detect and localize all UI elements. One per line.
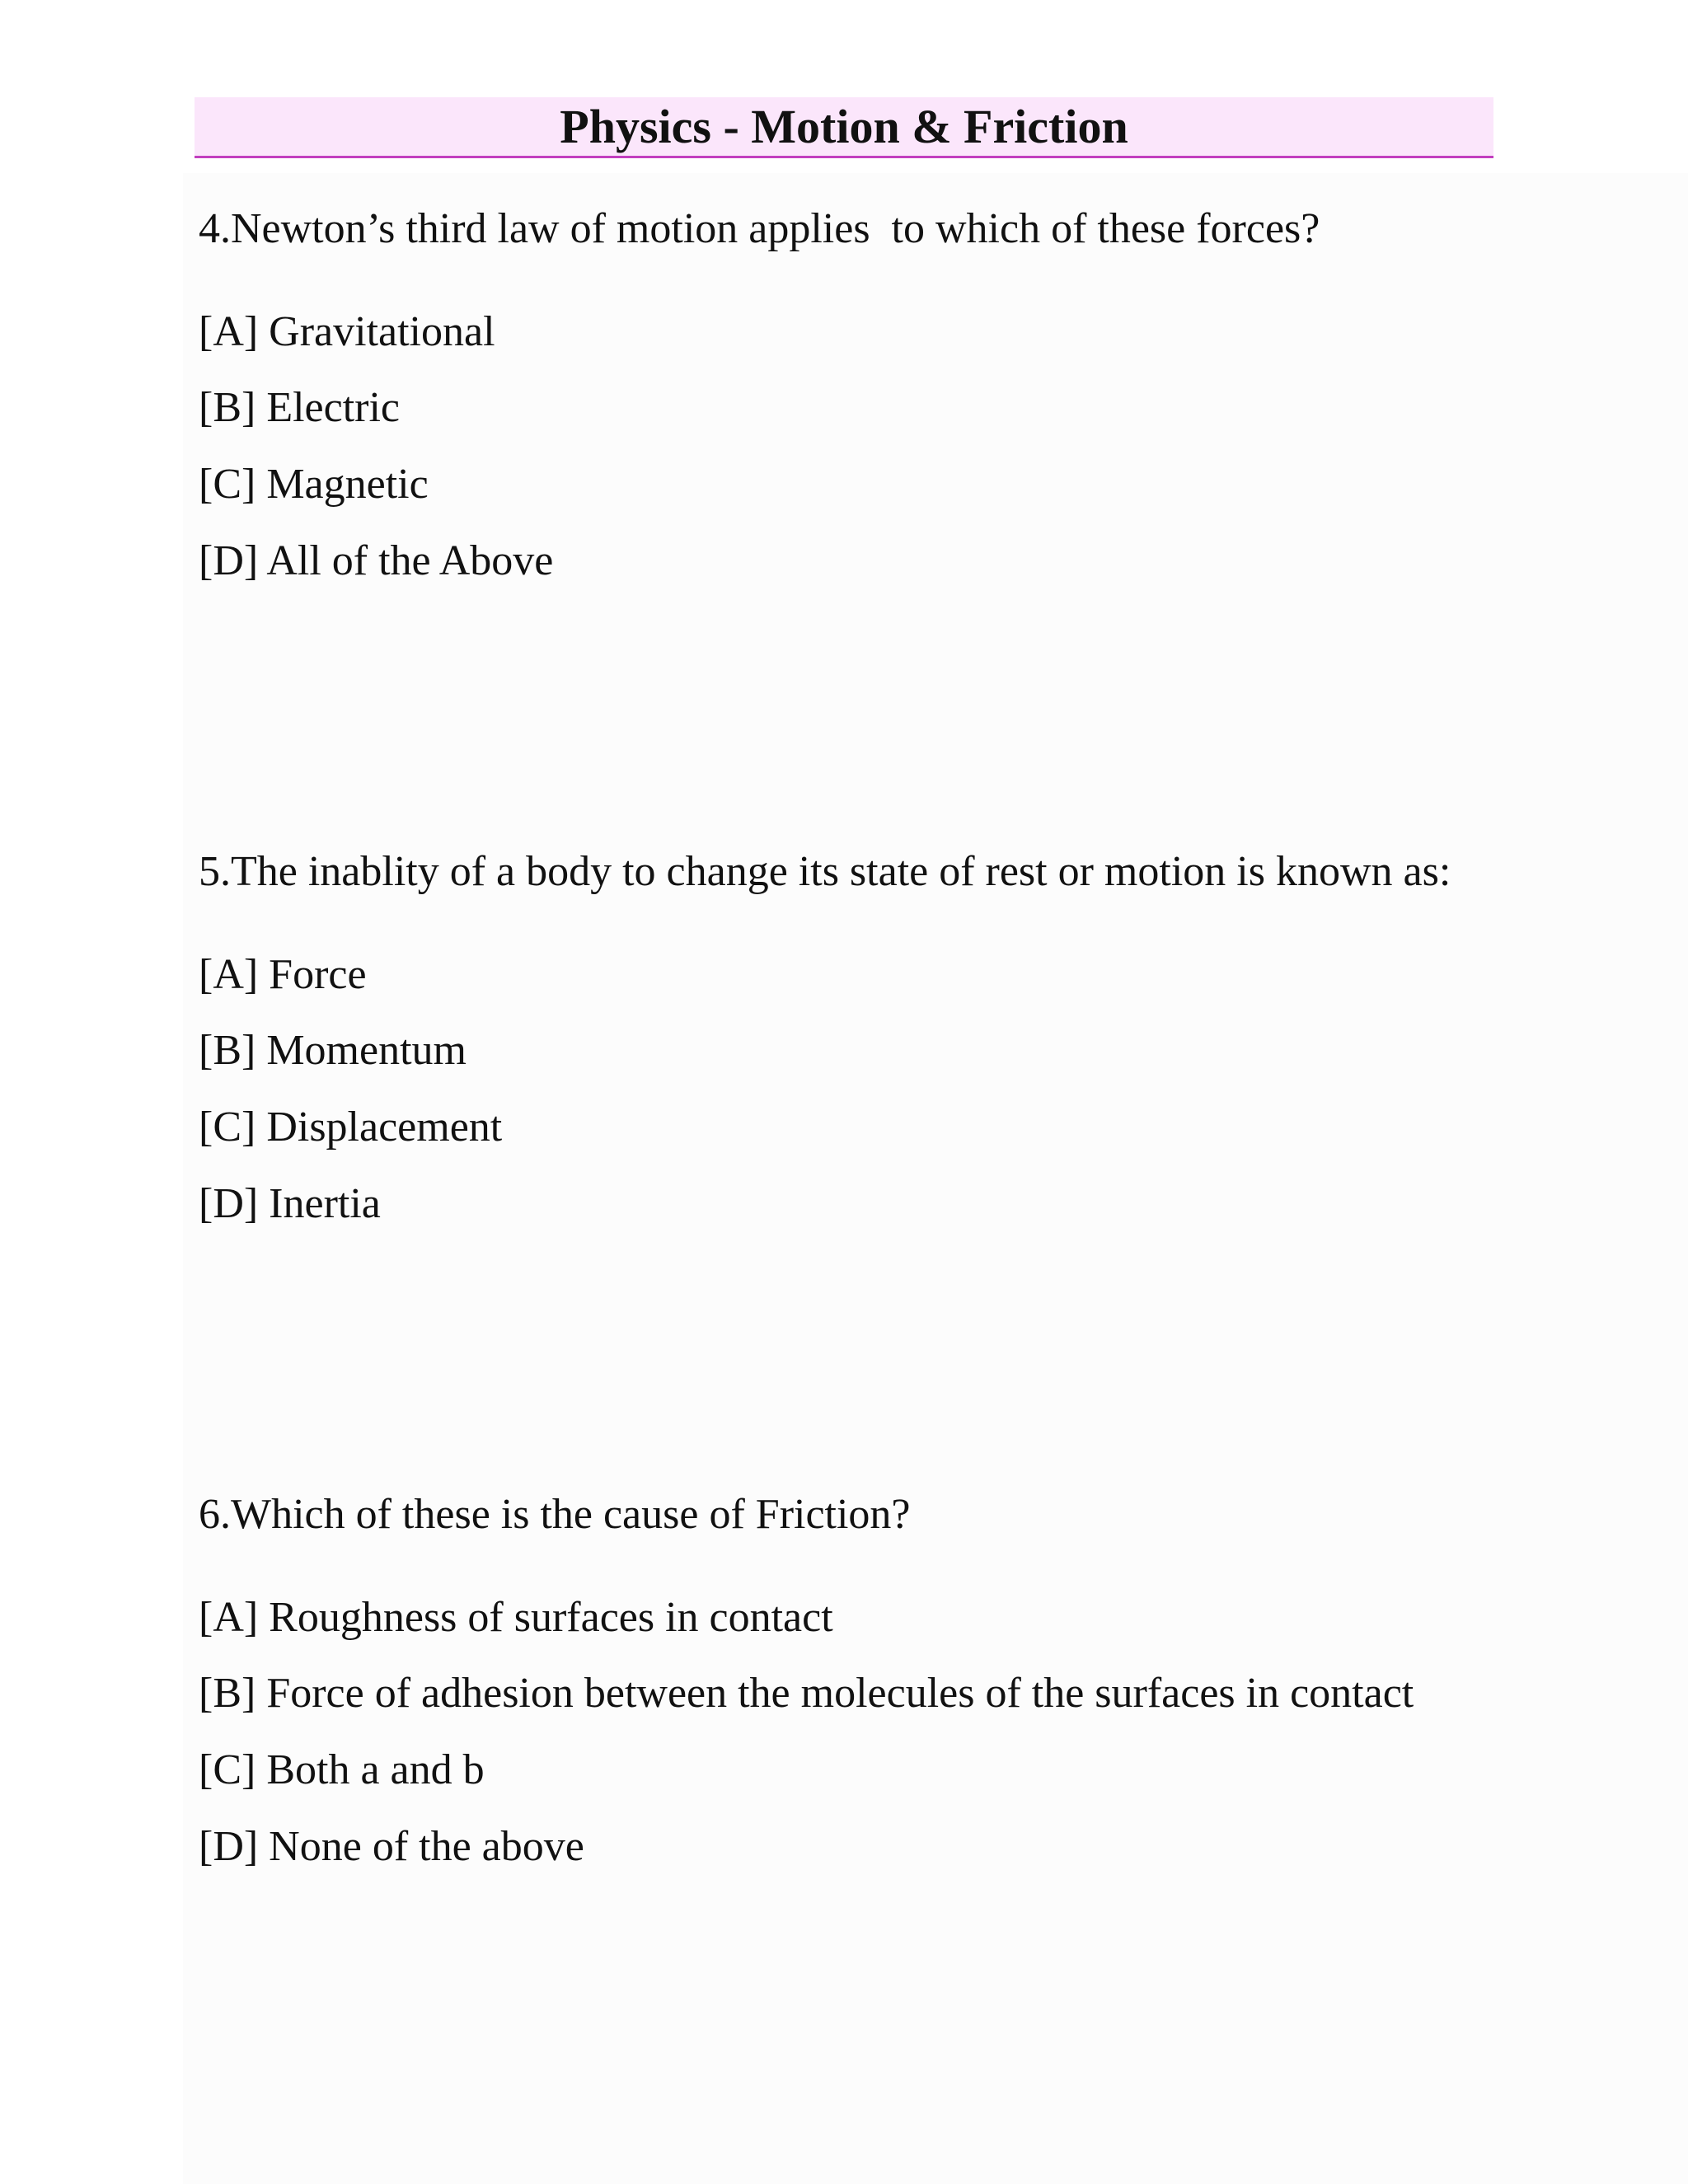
option-c: [C] Magnetic <box>199 461 429 508</box>
page-title: Physics - Motion & Friction <box>560 99 1128 153</box>
option-b: [B] Momentum <box>199 1027 467 1074</box>
option-a: [A] Gravitational <box>199 308 495 355</box>
option-b: [B] Electric <box>199 384 400 431</box>
question-text: 5.The inablity of a body to change its state of rest or motion is known as: <box>199 848 1451 895</box>
question-text: 4.Newton’s third law of motion applies to which of these forces? <box>199 205 1320 252</box>
question-4 <box>199 204 1320 584</box>
question-6 <box>199 1490 1414 1870</box>
question-5 <box>199 847 1451 1227</box>
option-d: [D] None of the above <box>199 1823 584 1870</box>
option-c: [C] Both a and b <box>199 1746 485 1793</box>
question-text: 6.Which of these is the cause of Friction? <box>199 1491 911 1538</box>
option-d: [D] All of the Above <box>199 537 554 584</box>
title-banner <box>195 97 1493 158</box>
option-a: [A] Roughness of surfaces in contact <box>199 1594 833 1641</box>
option-a: [A] Force <box>199 951 367 998</box>
option-d: [D] Inertia <box>199 1180 381 1227</box>
option-c: [C] Displacement <box>199 1104 503 1151</box>
option-b: [B] Force of adhesion between the molecules of the surfaces in contact <box>199 1670 1414 1717</box>
